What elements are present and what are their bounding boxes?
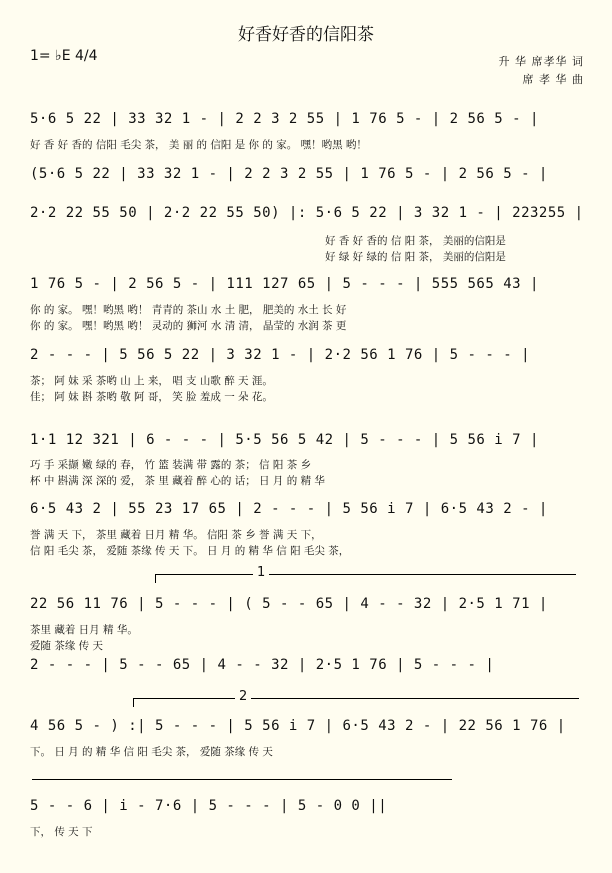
score-row-4: 1 76 5 - | 2 56 5 - | 111 127 65 | 5 - - - | 555 565 43 | — [30, 276, 539, 292]
lyric-line-13: 爱随 茶缘 传 天 — [30, 640, 104, 652]
score-row-6: 1·1 12 321 | 6 - - - | 5·5 56 5 42 | 5 - - - | 5 56 i 7 | — [30, 432, 539, 448]
score-row-2: (5·6 5 22 | 33 32 1 - | 2 2 3 2 55 | 1 76 5 - | 2 56 5 - | — [30, 166, 548, 182]
lyric-line-6: 茶； 阿 妹 采 茶哟 山 上 来， 唱 支 山歌 醉 天 涯。 — [30, 375, 273, 387]
volta-number-2: 2 — [235, 689, 251, 704]
lyric-line-2: 好 香 好 香的 信 阳 茶， 美丽的信阳是 — [325, 235, 506, 247]
score-row-8: 22 56 11 76 | 5 - - - | ( 5 - - 65 | 4 - - 32 | 2·5 1 71 | — [30, 596, 548, 612]
slur-line — [32, 779, 452, 780]
volta-bracket-1 — [155, 574, 576, 583]
volta-bracket-2 — [133, 698, 579, 707]
song-title: 好香好香的信阳茶 — [238, 25, 374, 45]
score-row-11: 5 - - 6 | i - 7·6 | 5 - - - | 5 - 0 0 || — [30, 798, 388, 814]
lyric-line-3: 好 绿 好 绿的 信 阳 茶， 美丽的信阳是 — [325, 251, 506, 263]
lyric-line-5: 你 的 家。 嘿！哟黑 哟！ 灵动的 狮河 水 清 清， 晶莹的 水润 茶 更 — [30, 320, 347, 332]
score-row-10: 4 56 5 - ) :| 5 - - - | 5 56 i 7 | 6·5 43 2 - | 22 56 1 76 | — [30, 718, 566, 734]
volta-number-1: 1 — [253, 565, 269, 580]
score-row-7: 6·5 43 2 | 55 23 17 65 | 2 - - - | 5 56 i 7 | 6·5 43 2 - | — [30, 501, 548, 517]
lyric-line-15: 下， 传 天 下 — [30, 826, 93, 838]
score-row-5: 2 - - - | 5 56 5 22 | 3 32 1 - | 2·2 56 1 76 | 5 - - - | — [30, 347, 531, 363]
lyric-line-9: 杯 中 斟满 深 深的 爱， 茶 里 藏着 醉 心的 话； 日 月 的 精 华 — [30, 475, 325, 487]
lyric-line-12: 茶里 藏着 日月 精 华。 — [30, 624, 138, 636]
lyric-line-7: 佳； 阿 妹 斟 茶哟 敬 阿 哥， 笑 脸 羞成 一 朵 花。 — [30, 391, 273, 403]
lyric-line-11: 信 阳 毛尖 茶， 爱随 茶缘 传 天 下。 日 月 的 精 华 信 阳 毛尖 茶， — [30, 545, 350, 557]
score-row-3: 2·2 22 55 50 | 2·2 22 55 50) |: 5·6 5 22 | 3 32 1 - | 223255 | — [30, 205, 584, 221]
key-signature: 1= ♭E 4/4 — [30, 48, 98, 64]
lyric-line-4: 你 的 家。 嘿！哟黑 哟！ 青青的 茶山 水 土 肥， 肥美的 水土 长 好 — [30, 304, 347, 316]
composer-credit: 席 孝 华 曲 — [522, 73, 584, 86]
lyric-line-14: 下。 日 月 的 精 华 信 阳 毛尖 茶， 爱随 茶缘 传 天 — [30, 746, 273, 758]
lyricist-credit: 升 华 席孝华 词 — [498, 55, 584, 68]
lyric-line-10: 誉 满 天 下， 茶里 藏着 日月 精 华。 信阳 茶 乡 誉 满 天 下， — [30, 529, 322, 541]
score-row-1: 5·6 5 22 | 33 32 1 - | 2 2 3 2 55 | 1 76 5 - | 2 56 5 - | — [30, 111, 539, 127]
score-row-9: 2 - - - | 5 - - 65 | 4 - - 32 | 2·5 1 76 | 5 - - - | — [30, 657, 495, 673]
lyric-line-8: 巧 手 采撷 嫩 绿的 春， 竹 篮 装满 带 露的 茶； 信 阳 茶 乡 — [30, 459, 312, 471]
lyric-line-1: 好 香 好 香的 信阳 毛尖 茶， 美 丽 的 信阳 是 你 的 家。 嘿！哟黑 哟！ — [30, 139, 367, 151]
